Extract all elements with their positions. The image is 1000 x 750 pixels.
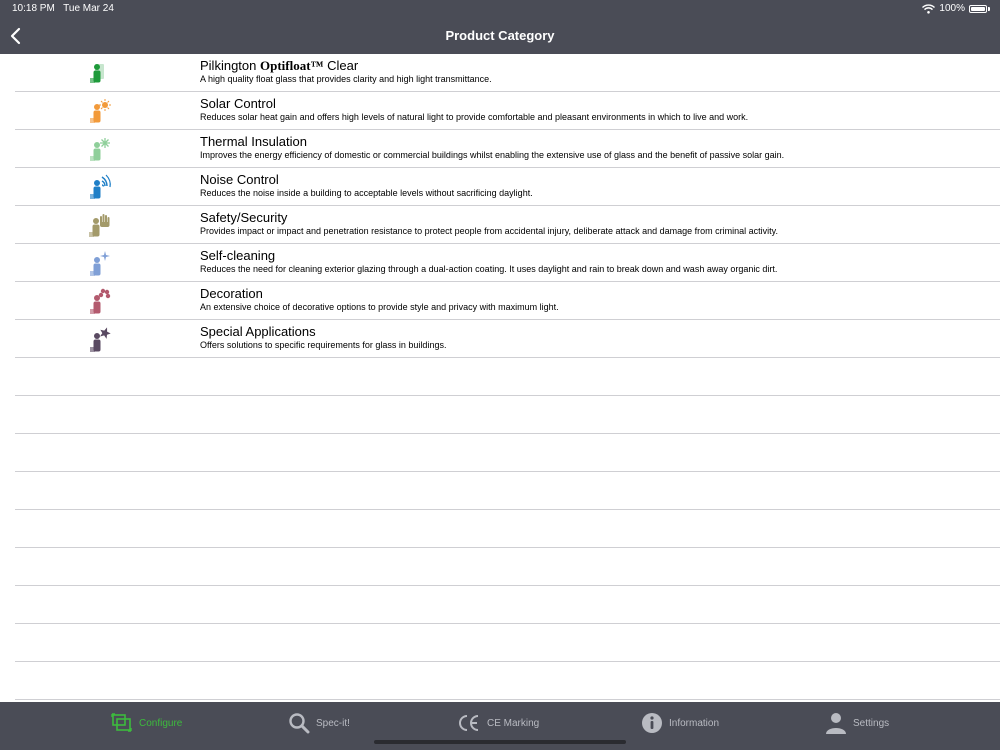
tab-label: Information bbox=[669, 717, 720, 729]
list-item-self-cleaning[interactable] bbox=[15, 244, 1000, 282]
item-description: Reduces solar heat gain and offers high levels of natural light to provide comfortable and pleasant environments in which to live and work. bbox=[200, 112, 749, 122]
item-description: An extensive choice of decorative options to provide style and privacy with maximum light. bbox=[200, 302, 559, 312]
item-title: Self-cleaning bbox=[200, 248, 276, 263]
empty-row bbox=[15, 548, 1000, 586]
status-time: 10:18 PM Tue Mar 24 bbox=[12, 3, 114, 14]
sun-person-icon bbox=[83, 98, 113, 128]
tab-configure[interactable] bbox=[111, 708, 182, 738]
star-person-icon bbox=[83, 326, 113, 356]
empty-row bbox=[15, 624, 1000, 662]
empty-row bbox=[15, 396, 1000, 434]
list-item-decoration[interactable] bbox=[15, 282, 1000, 320]
user-icon bbox=[825, 711, 847, 735]
tab-settings[interactable] bbox=[825, 708, 889, 738]
battery-icon bbox=[969, 5, 987, 13]
person-glass-icon bbox=[83, 60, 113, 90]
wifi-icon bbox=[922, 4, 935, 14]
empty-row bbox=[15, 510, 1000, 548]
status-indicators bbox=[922, 3, 990, 14]
status-date: Tue Mar 24 bbox=[63, 3, 114, 14]
flower-person-icon bbox=[83, 288, 113, 318]
item-description: Reduces the noise inside a building to acceptable levels without sacrificing daylight. bbox=[200, 188, 533, 198]
tab-spec-it[interactable] bbox=[288, 708, 350, 738]
list-item-optifloat[interactable] bbox=[15, 54, 1000, 92]
tab-information[interactable] bbox=[641, 708, 719, 738]
info-icon bbox=[641, 712, 663, 734]
item-title: Decoration bbox=[200, 286, 263, 301]
header-bar bbox=[0, 0, 1000, 54]
page-title: Product Category bbox=[445, 28, 555, 43]
item-description: A high quality float glass that provides clarity and high light transmittance. bbox=[200, 74, 492, 84]
snowflake-person-icon bbox=[83, 136, 113, 166]
list-item-special-applications[interactable] bbox=[15, 320, 1000, 358]
sound-waves-person-icon bbox=[83, 174, 113, 204]
search-icon bbox=[288, 712, 310, 734]
sparkle-person-icon bbox=[83, 250, 113, 280]
tab-label: Settings bbox=[853, 717, 890, 729]
list-item-safety-security[interactable] bbox=[15, 206, 1000, 244]
configure-icon bbox=[111, 713, 133, 733]
item-title: Noise Control bbox=[200, 172, 279, 187]
item-title: Solar Control bbox=[200, 96, 276, 111]
tab-label: Spec-it! bbox=[316, 717, 350, 729]
empty-row bbox=[15, 434, 1000, 472]
item-title: Thermal Insulation bbox=[200, 134, 307, 149]
item-title: Special Applications bbox=[200, 324, 316, 339]
item-title: Safety/Security bbox=[200, 210, 288, 225]
empty-row bbox=[15, 472, 1000, 510]
list-item-noise-control[interactable] bbox=[15, 168, 1000, 206]
tab-label: CE Marking bbox=[487, 717, 540, 729]
item-description: Reduces the need for cleaning exterior glazing through a dual-action coating. It uses daylight and rain to break down and wash away organic dirt. bbox=[200, 264, 778, 274]
list-item-thermal-insulation[interactable] bbox=[15, 130, 1000, 168]
ce-icon bbox=[457, 713, 481, 733]
hand-person-icon bbox=[83, 212, 113, 242]
item-title: Pilkington Optifloat™ Clear bbox=[200, 58, 359, 73]
item-description: Improves the energy efficiency of domestic or commercial buildings whilst enabling the extensive use of glass and the benefit of passive solar gain. bbox=[200, 150, 785, 160]
tab-label: Configure bbox=[139, 717, 183, 729]
tab-ce-marking[interactable] bbox=[457, 708, 539, 738]
empty-row bbox=[15, 358, 1000, 396]
battery-percent: 100% bbox=[939, 3, 965, 14]
empty-row bbox=[15, 586, 1000, 624]
category-list bbox=[0, 54, 1000, 702]
home-indicator bbox=[374, 740, 626, 744]
item-description: Provides impact or impact and penetration resistance to protect people from accidental injury, deliberate attack and damage from criminal activity. bbox=[200, 226, 778, 236]
item-description: Offers solutions to specific requirements for glass in buildings. bbox=[200, 340, 447, 350]
empty-row bbox=[15, 662, 1000, 700]
list-item-solar-control[interactable] bbox=[15, 92, 1000, 130]
